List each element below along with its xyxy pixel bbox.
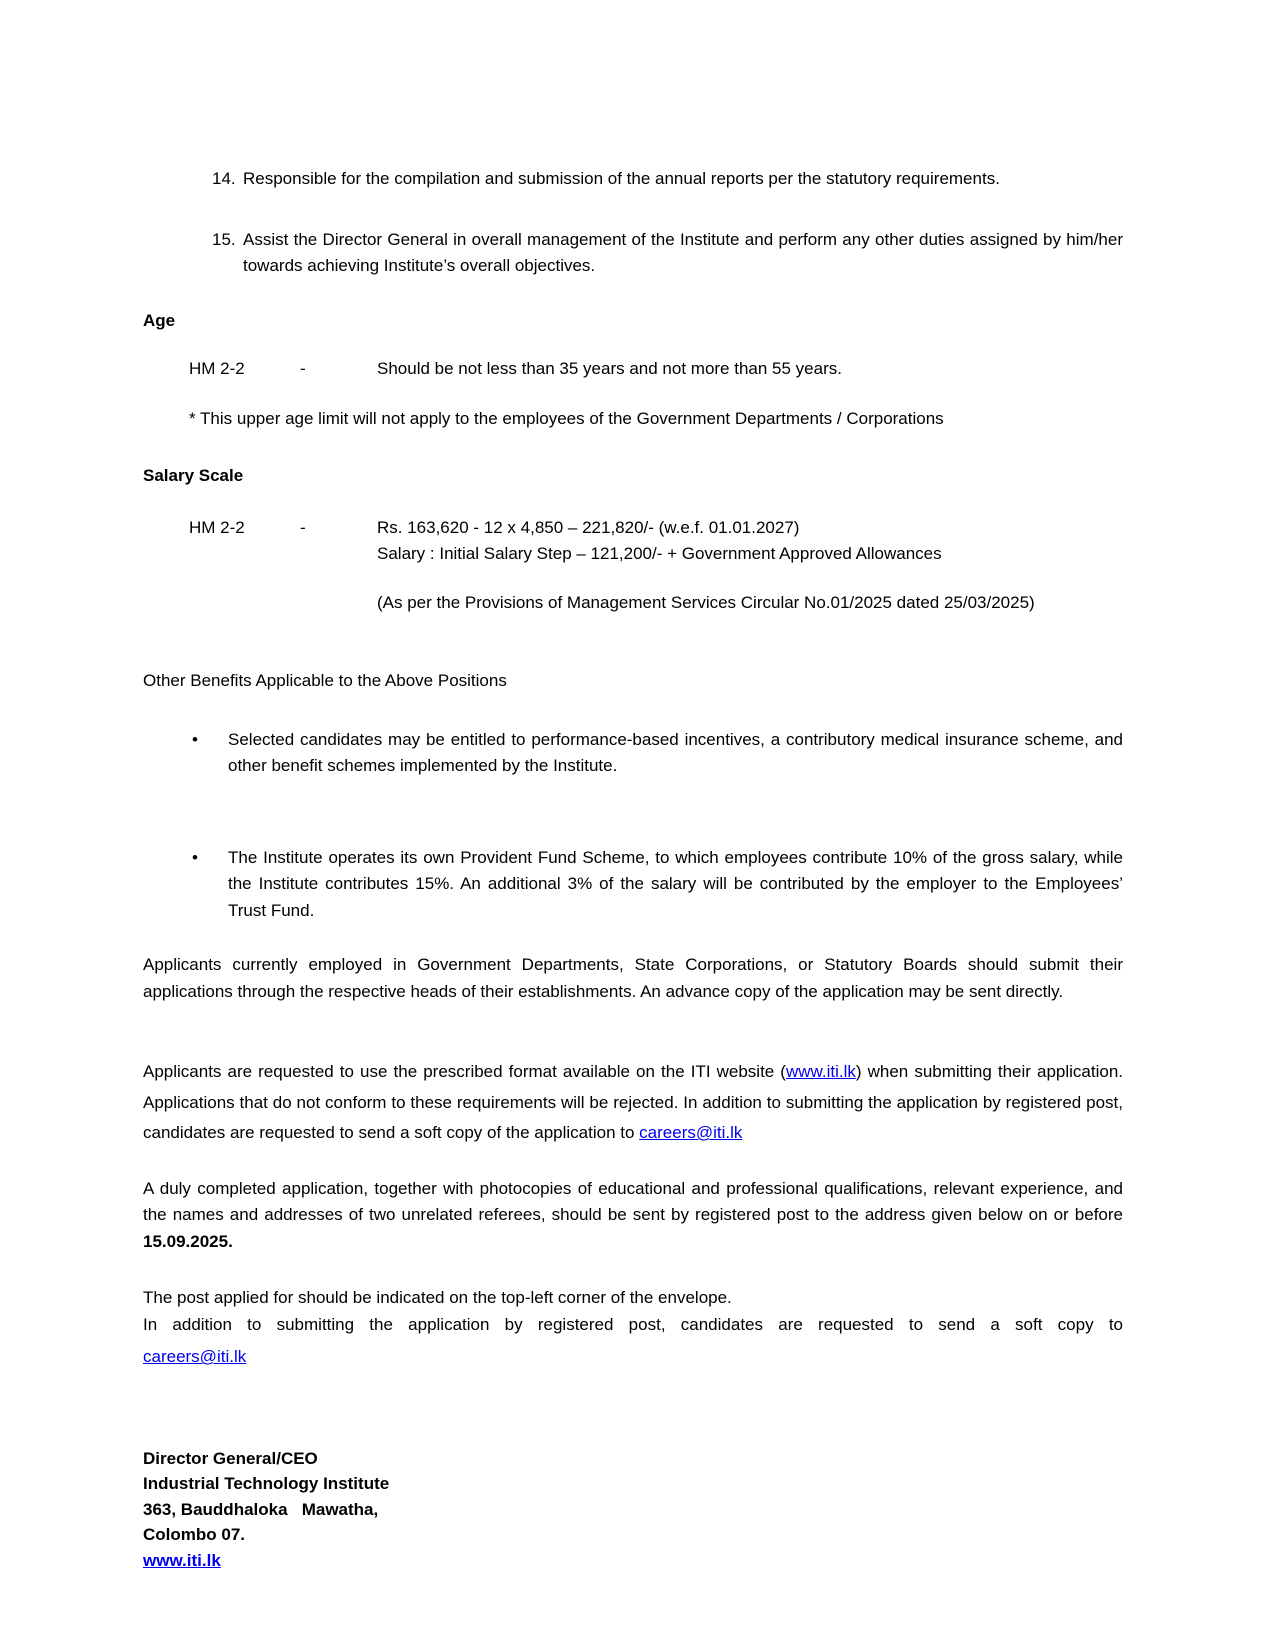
bullet-icon: •: [192, 729, 198, 749]
age-requirement-text: Should be not less than 35 years and not more than 55 years.: [377, 359, 842, 378]
paragraph-text: Applicants are requested to use the prescribed format available on the ITI website (: [143, 1062, 786, 1081]
signatory-title: Director General/CEO: [143, 1448, 318, 1468]
item-number: 15.: [212, 229, 236, 249]
grade-label: HM 2-2: [189, 517, 245, 537]
address-street: 363, Bauddhaloka Mawatha,: [143, 1499, 379, 1519]
benefit-bullet-item: [143, 845, 1123, 925]
envelope-note: The post applied for should be indicated on the top-left corner of the envelope.: [143, 1288, 732, 1307]
dash-separator: -: [300, 359, 306, 378]
deadline-date: 15.09.2025.: [143, 1231, 233, 1251]
address-block: [143, 1446, 1123, 1574]
benefit-bullet-item: [143, 727, 1123, 780]
envelope-instructions: [143, 1285, 1123, 1371]
address-city: Colombo 07.: [143, 1525, 246, 1544]
bullet-text: The Institute operates its own Provident Fund Scheme, to which employees contribute 10% of the gross salary, while the Institute contributes 15%. An additional 3% of the salary will be contributed by the employer to the Employees’ Trust Fund.: [228, 847, 1123, 920]
paragraph-text: ) when submitting their application. Applications that do not conform to these requirements will be rejected. In addition to submitting the application by registered post, candidates are requested to send a soft copy of the application to: [143, 1062, 1123, 1142]
age-heading: Age: [143, 310, 176, 330]
circular-note: (As per the Provisions of Management Services Circular No.01/2025 dated 25/03/2025): [377, 592, 1035, 612]
numbered-item-14: [143, 166, 1123, 193]
grade-label: HM 2-2: [189, 359, 245, 378]
salary-grade-row: [143, 515, 1123, 568]
paragraph-application-format: [143, 1057, 1123, 1149]
salary-scale-line: Rs. 163,620 - 12 x 4,850 – 221,820/- (w.e.f. 01.01.2027): [377, 517, 800, 537]
paragraph-text: A duly completed application, together with photocopies of educational and professional qualifications, relevant experience, and the names and addresses of two unrelated referees, should be sent by registered post to the address given below on or before: [143, 1178, 1123, 1224]
salary-details: [377, 515, 1123, 568]
item-number: 14.: [212, 169, 236, 188]
benefits-heading: Other Benefits Applicable to the Above Positions: [143, 671, 507, 690]
soft-copy-note: In addition to submitting the application by registered post, candidates are requested to send a soft copy to: [143, 1314, 1123, 1334]
website-link[interactable]: www.iti.lk: [785, 1062, 856, 1081]
salary-initial-line: Salary : Initial Salary Step – 121,200/- + Government Approved Allowances: [377, 544, 942, 563]
bullet-icon: •: [192, 847, 198, 867]
salary-scale-heading: Salary Scale: [143, 466, 244, 485]
paragraph-government-applicants: Applicants currently employed in Government Departments, State Corporations, or Statutory Boards should submit their applications through the respective heads of their establishments. An advance copy of the application may be sent directly.: [143, 955, 1123, 1001]
age-grade-row: [143, 356, 1123, 383]
item-text: Assist the Director General in overall management of the Institute and perform any other duties assigned by him/her towards achieving Institute’s overall objectives.: [243, 229, 1123, 275]
numbered-item-15: [143, 227, 1123, 280]
paragraph-deadline: [143, 1176, 1123, 1256]
item-text: Responsible for the compilation and submission of the annual reports per the statutory requirements.: [243, 169, 1000, 188]
institute-name: Industrial Technology Institute: [143, 1474, 390, 1493]
careers-email-link[interactable]: careers@iti.lk: [143, 1347, 247, 1366]
age-limit-note: * This upper age limit will not apply to the employees of the Government Departments / Corporations: [189, 408, 944, 428]
careers-email-link[interactable]: careers@iti.lk: [639, 1123, 743, 1142]
bullet-text: Selected candidates may be entitled to performance-based incentives, a contributory medical insurance scheme, and other benefit schemes implemented by the Institute.: [228, 729, 1123, 775]
dash-separator: -: [300, 517, 306, 537]
website-footer-link[interactable]: www.iti.lk: [143, 1550, 221, 1570]
careers-line: [143, 1344, 1123, 1371]
